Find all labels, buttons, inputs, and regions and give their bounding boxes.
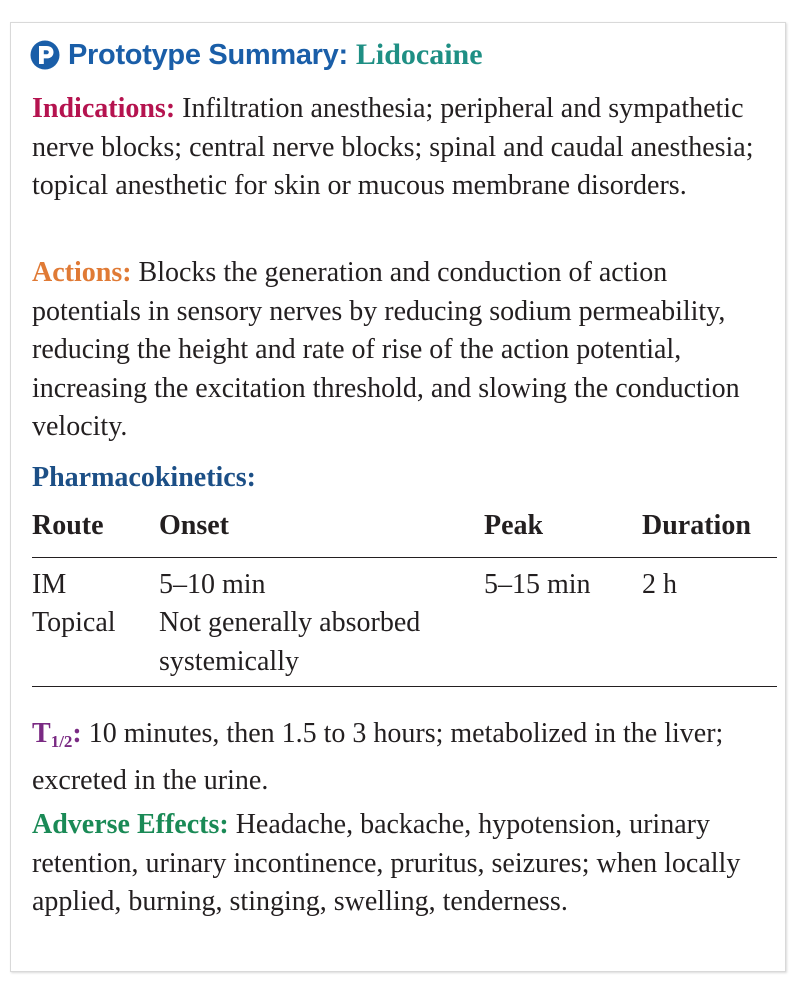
pharmacokinetics-label: Pharmacokinetics: [32,462,256,493]
row-2-onset: Not generally absorbed systemically [159,607,421,677]
prototype-p-icon [30,40,60,70]
row-1-route: IM [32,569,67,600]
half-life-section [32,715,777,800]
title-prefix: Prototype Summary: [68,38,348,71]
header-onset: Onset [159,510,229,541]
drug-name: Lidocaine [355,38,483,71]
table-body [32,558,777,687]
prototype-summary-card [10,22,786,972]
half-life-label [32,718,82,749]
actions-section [32,254,777,447]
row-1-peak: 5–15 min [484,569,591,600]
header-route: Route [32,510,104,541]
half-life-t: T [32,718,51,749]
indications-section [32,90,777,206]
card-title [30,35,483,75]
actions-text: Blocks the generation and conduction of action potentials in sensory nerves by reducing sodium permeability, reducing the height and rate of rise of the action potential, increasing the excitation threshold, and slowing the conduction velocity. [32,257,740,442]
row-1-duration: 2 h [642,569,677,600]
header-duration: Duration [642,510,751,541]
header-peak: Peak [484,510,544,541]
row-2-route: Topical [32,607,116,638]
half-life-text: 10 minutes, then 1.5 to 3 hours; metabolized in the liver; excreted in the urine. [32,718,724,796]
table-header-row [32,507,777,558]
half-life-subscript: 1/2 [50,732,73,751]
pharmacokinetics-table [32,507,777,687]
indications-label: Indications: [32,93,176,124]
adverse-effects-section [32,806,777,922]
adverse-effects-label: Adverse Effects: [32,809,229,840]
indications-text: Infiltration anesthesia; peripheral and sympathetic nerve blocks; central nerve blocks; spinal and caudal anesthesia; topical anesthetic for skin or mucous membrane disorders. [32,93,754,201]
pharmacokinetics-heading [32,459,777,498]
actions-label: Actions: [32,257,132,288]
row-1-onset: 5–10 min [159,569,266,600]
adverse-effects-text: Headache, backache, hypotension, urinary retention, urinary incontinence, pruritus, seizures; when locally applied, burning, stinging, swelling, tenderness. [32,809,741,917]
half-life-colon: : [72,718,82,749]
